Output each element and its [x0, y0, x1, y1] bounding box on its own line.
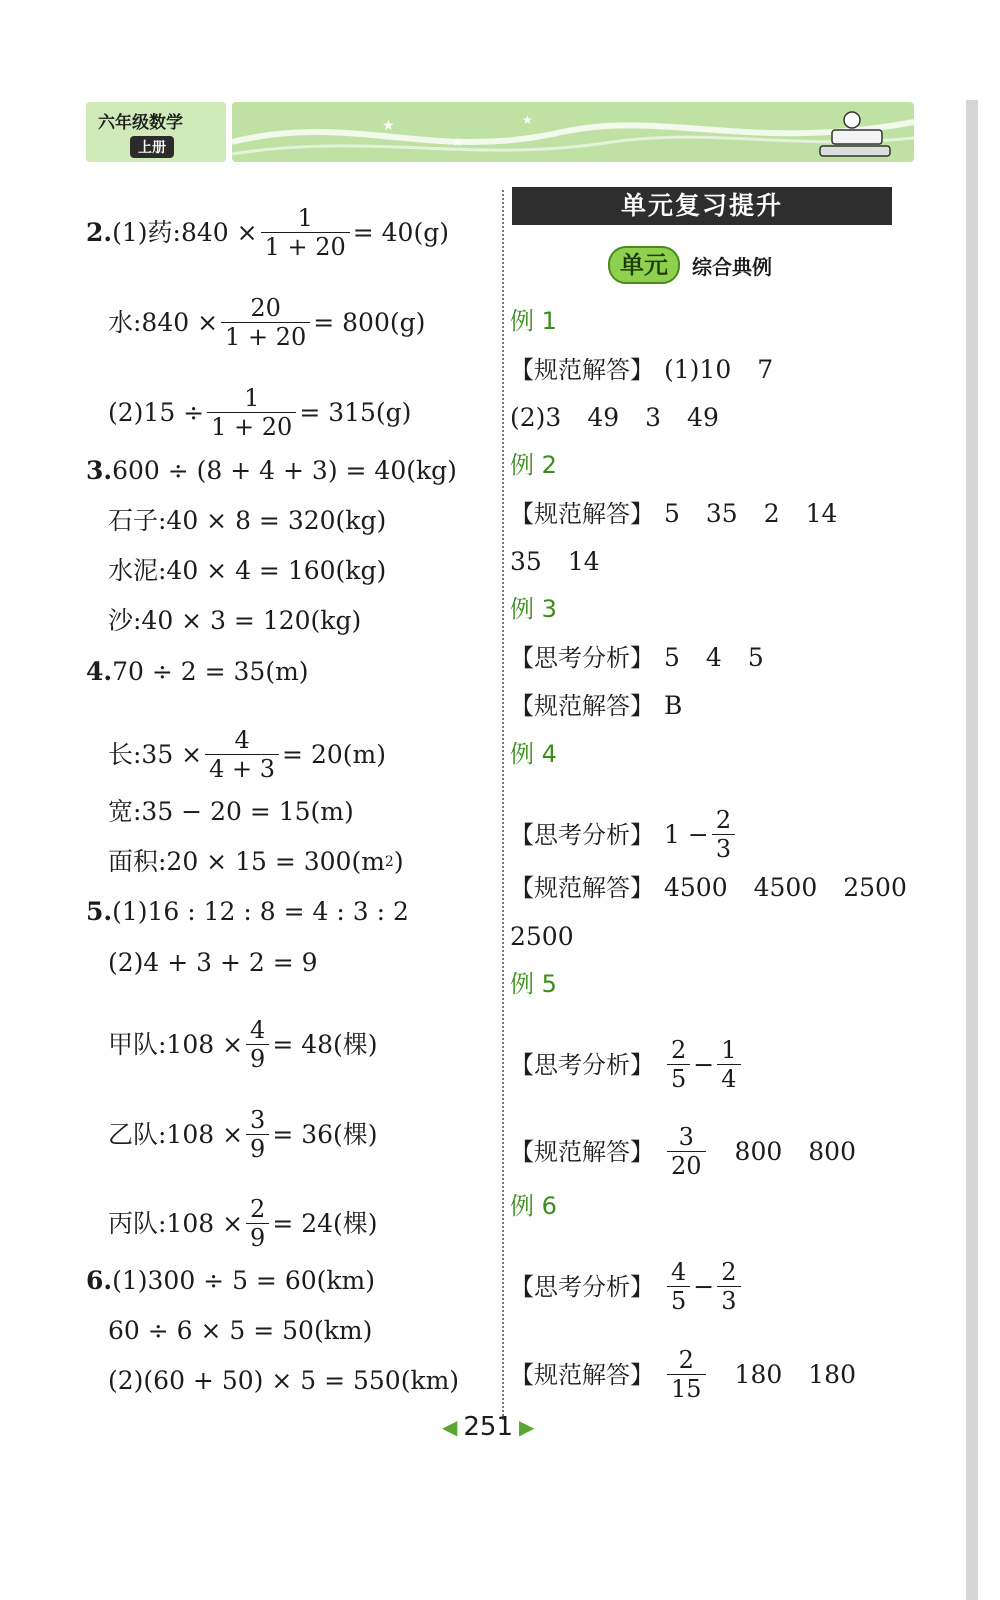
q3-line-4	[108, 606, 361, 636]
q3-expr-4: 沙:40 × 3 = 120(kg)	[108, 606, 362, 635]
q5-line-3	[108, 1016, 378, 1073]
frac-denominator: 5	[667, 1286, 690, 1315]
example-5-title: 例 5	[510, 970, 557, 998]
q6-line-2	[108, 1316, 372, 1346]
q2-fraction-1	[261, 204, 350, 261]
ex3-value: 5	[747, 643, 764, 672]
q2-result-2: = 800(g)	[313, 307, 426, 337]
ex4-value: 4500	[664, 873, 728, 902]
answer-tag: 【规范解答】	[510, 356, 654, 384]
frac-numerator: 2	[678, 1346, 694, 1374]
q2-expr-2: 水:840 ×	[108, 307, 219, 337]
column-divider	[502, 190, 504, 1420]
q6-expr-1: (1)300 ÷ 5 = 60(km)	[112, 1266, 375, 1295]
q6-expr-3: (2)(60 + 50) × 5 = 550(km)	[108, 1366, 460, 1395]
q2-number: 2.	[86, 217, 113, 247]
frac-numerator: 20	[250, 294, 281, 322]
unit-label: 单元	[608, 246, 680, 284]
answer-tag: 【规范解答】	[510, 874, 654, 902]
ex2-value: 35	[705, 499, 738, 528]
ex5-value: 800	[808, 1136, 856, 1166]
answer-tag: 【规范解答】	[510, 1360, 654, 1389]
ex6-value: 180	[808, 1359, 856, 1389]
wave-decoration-icon	[232, 102, 914, 162]
ex1-value: 7	[757, 355, 774, 384]
q3-line-2	[108, 506, 386, 536]
frac-denominator: 9	[246, 1223, 269, 1252]
page-number	[436, 1412, 540, 1442]
frac-numerator: 2	[721, 1258, 737, 1286]
frac-denominator: 9	[246, 1044, 269, 1073]
volume-label: 上册	[130, 136, 174, 158]
unit-badge	[608, 246, 772, 284]
q5-expr-5: 丙队:108 ×	[108, 1208, 244, 1238]
ex3-answer-line	[510, 691, 682, 721]
q5-fraction-5	[246, 1195, 269, 1252]
ex6-value: 180	[734, 1359, 783, 1389]
q6-line-1	[86, 1266, 375, 1296]
answer-tag: 【规范解答】	[510, 1137, 654, 1166]
frac-denominator: 20	[667, 1151, 706, 1180]
ex5-value: 800	[734, 1136, 783, 1166]
q4-expr-1: 70 ÷ 2 = 35(m)	[112, 657, 309, 686]
q2-line-2	[108, 294, 425, 351]
q3-line-1	[86, 456, 457, 486]
q3-expr-2: 石子:40 × 8 = 320(kg)	[108, 506, 387, 535]
q2-result-1: = 40(g)	[352, 217, 449, 247]
header-banner	[86, 102, 914, 162]
example-2-title: 例 2	[510, 451, 557, 479]
ex3-value: B	[664, 691, 683, 720]
q5-result-3: = 48(棵)	[272, 1029, 378, 1059]
q5-line-4	[108, 1106, 378, 1163]
frac-denominator: 1 + 20	[207, 412, 296, 441]
frac-denominator: 5	[667, 1064, 690, 1093]
frac-numerator: 2	[715, 806, 732, 834]
q4-line-1	[86, 657, 309, 687]
ex4-value: 2500	[843, 873, 907, 902]
frac-numerator: 3	[250, 1106, 266, 1134]
ex6-fraction-answer	[667, 1346, 706, 1403]
ex4-fraction	[712, 806, 735, 863]
q5-result-4: = 36(棵)	[272, 1119, 378, 1149]
svg-text:★: ★	[382, 118, 395, 134]
ex2-value: 14	[567, 547, 600, 576]
q3-number: 3.	[86, 456, 113, 485]
frac-denominator: 9	[246, 1134, 269, 1163]
q4-expr-4a: 面积:20 × 15 = 300(m	[108, 847, 385, 876]
frac-numerator: 4	[671, 1258, 687, 1286]
frac-numerator: 1	[297, 204, 313, 232]
q2-line-3	[108, 384, 411, 441]
triangle-right-icon: ▶	[519, 1415, 535, 1439]
ex2-value: 35	[510, 547, 542, 576]
q4-result-2: = 20(m)	[282, 739, 386, 769]
frac-numerator: 2	[250, 1195, 266, 1223]
q5-expr-4: 乙队:108 ×	[108, 1119, 244, 1149]
q4-exponent: 2	[384, 854, 394, 870]
frac-numerator: 3	[678, 1123, 694, 1151]
ex3-value: 5	[664, 643, 680, 672]
ex1-answer-line-1	[510, 355, 773, 385]
ex2-answer-line-2	[510, 547, 600, 577]
ex6-fraction-b	[717, 1258, 740, 1315]
frac-denominator: 1 + 20	[221, 322, 310, 351]
answer-tag: 【规范解答】	[510, 500, 654, 528]
q3-expr-1: 600 ÷ (8 + 4 + 3) = 40(kg)	[112, 456, 457, 485]
frac-denominator: 15	[667, 1374, 706, 1403]
unit-subtitle: 综合典例	[692, 254, 772, 279]
ex5-fraction-b	[717, 1036, 740, 1093]
q5-number: 5.	[86, 897, 113, 926]
q5-fraction-3	[246, 1016, 269, 1073]
q4-number: 4.	[86, 657, 113, 686]
example-3-title: 例 3	[510, 595, 557, 623]
ex4-value: 2500	[510, 922, 574, 951]
q3-line-3	[108, 556, 386, 586]
ex6-analysis-line	[510, 1258, 744, 1315]
q5-fraction-4	[246, 1106, 269, 1163]
ex1-value: (2)3	[510, 403, 562, 432]
ex1-value: 49	[587, 403, 620, 432]
q4-line-2	[108, 726, 386, 783]
q2-result-3: = 315(g)	[299, 397, 412, 427]
frac-denominator: 4 + 3	[205, 754, 279, 783]
banner-decoration	[232, 102, 914, 162]
q2-fraction-2	[221, 294, 310, 351]
ex2-answer-line-1	[510, 499, 837, 529]
ex3-analysis-line	[510, 643, 764, 673]
q2-expr-1: (1)药:840 ×	[112, 217, 258, 247]
q4-expr-4b: )	[393, 847, 404, 876]
q5-expr-1: (1)16 : 12 : 8 = 4 : 3 : 2	[112, 897, 409, 926]
page-edge-shadow	[966, 100, 978, 1600]
frac-numerator: 1	[244, 384, 260, 412]
ex1-value: (1)10	[664, 355, 732, 384]
ex3-value: 4	[705, 643, 722, 672]
q2-expr-3: (2)15 ÷	[108, 397, 205, 427]
ex6-fraction-a	[667, 1258, 690, 1315]
answer-tag: 【规范解答】	[510, 692, 654, 720]
q4-line-4	[108, 847, 404, 877]
section-title: 单元复习提升	[512, 187, 892, 225]
example-6-title: 例 6	[510, 1192, 557, 1220]
ex5-answer-line	[510, 1123, 856, 1180]
q6-expr-2: 60 ÷ 6 × 5 = 50(km)	[108, 1316, 373, 1345]
ex1-answer-line-2	[510, 403, 719, 433]
q5-expr-3: 甲队:108 ×	[108, 1029, 244, 1059]
ex4-value: 4500	[753, 873, 818, 902]
svg-text:★: ★	[452, 135, 463, 149]
q6-number: 6.	[86, 1266, 113, 1295]
analysis-tag: 【思考分析】	[510, 1272, 654, 1301]
ex6-answer-line	[510, 1346, 856, 1403]
triangle-left-icon: ◀	[442, 1415, 458, 1439]
example-1-title: 例 1	[510, 307, 557, 335]
q5-line-2	[108, 948, 318, 978]
svg-text:★: ★	[522, 113, 533, 127]
frac-denominator: 3	[712, 834, 735, 863]
frac-numerator: 4	[250, 1016, 266, 1044]
page-number-text: 251	[463, 1412, 514, 1442]
ex4-answer-line-1	[510, 873, 907, 903]
ex5-operator: −	[693, 1049, 715, 1079]
banner-label-panel	[86, 102, 226, 162]
frac-denominator: 4	[717, 1064, 740, 1093]
example-4-title: 例 4	[510, 740, 557, 768]
ex4-analysis-line	[510, 806, 738, 863]
q4-expr-3: 宽:35 − 20 = 15(m)	[108, 797, 354, 826]
ex6-operator: −	[693, 1271, 715, 1301]
frac-denominator: 3	[717, 1286, 740, 1315]
q4-fraction	[205, 726, 279, 783]
ex1-value: 49	[687, 403, 719, 432]
analysis-tag: 【思考分析】	[510, 820, 654, 849]
frac-denominator: 1 + 20	[261, 232, 350, 261]
q2-fraction-3	[207, 384, 296, 441]
analysis-tag: 【思考分析】	[510, 1050, 654, 1079]
frac-numerator: 4	[234, 726, 250, 754]
frac-numerator: 2	[671, 1036, 687, 1064]
q5-line-1	[86, 897, 409, 927]
ex4-analysis-expr: 1 −	[664, 819, 709, 849]
ex5-analysis-line	[510, 1036, 744, 1093]
q2-line-1	[86, 204, 449, 261]
q5-expr-2: (2)4 + 3 + 2 = 9	[108, 948, 318, 977]
ex2-value: 2	[763, 499, 780, 528]
q4-line-3	[108, 797, 354, 827]
analysis-tag: 【思考分析】	[510, 644, 654, 672]
ex5-fraction-answer	[667, 1123, 706, 1180]
ex4-answer-line-2	[510, 922, 574, 952]
q5-line-5	[108, 1195, 378, 1252]
q4-expr-2: 长:35 ×	[108, 739, 203, 769]
q6-line-3	[108, 1366, 459, 1396]
ex2-value: 14	[805, 499, 838, 528]
q5-result-5: = 24(棵)	[272, 1208, 378, 1238]
ex2-value: 5	[664, 499, 680, 528]
grade-label: 六年级数学	[98, 113, 183, 133]
ex5-fraction-a	[667, 1036, 690, 1093]
q3-expr-3: 水泥:40 × 4 = 160(kg)	[108, 556, 387, 585]
frac-numerator: 1	[721, 1036, 737, 1064]
ex1-value: 3	[645, 403, 662, 432]
